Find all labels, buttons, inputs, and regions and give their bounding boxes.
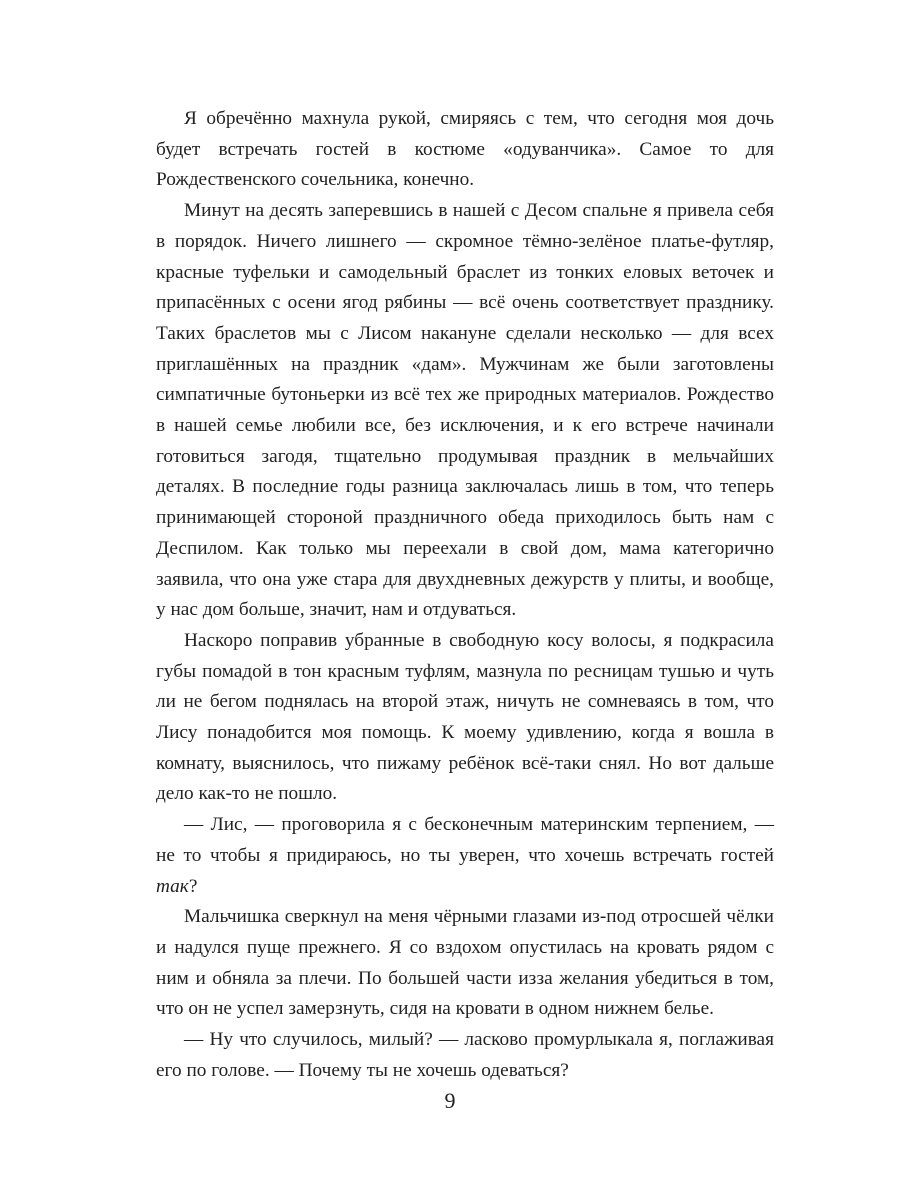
paragraph-4-start: — Лис, — проговорила я с бесконечным материнским терпением, — не то чтобы я придираюсь, но ты уверен, что хочешь встречать гостей: [156, 814, 774, 866]
body-text: [156, 104, 774, 1087]
paragraph-4-end: ?: [188, 875, 198, 897]
paragraph-3: Наскоро поправив убранные в свободную косу волосы, я подкрасила губы помадой в тон красным туфлям, мазнула по ресницам тушью и чуть ли не бегом поднялась на второй этаж, ничуть не сомневаясь в том, что Лису понадобится моя помощь. К моему удивлению, когда я вошла в комнату, выяснилось, что пижаму ребёнок всё-таки снял. Но вот дальше дело как-то не пошло.: [156, 629, 774, 805]
paragraph-5: Мальчишка сверкнул на меня чёрными глазами из-под отросшей чёлки и надулся пуще прежнего. Я со вздохом опустилась на кровать рядом с ним и обняла за плечи. По большей части изза желания убедиться в том, что он не успел замерзнуть, сидя на кровати в одном нижнем белье.: [156, 906, 774, 1020]
paragraph-4: [156, 810, 774, 902]
paragraph-2: Минут на десять заперевшись в нашей с Десом спальне я привела себя в порядок. Ничего лишнего — скромное тёмно-зелёное платье-футляр, красные туфельки и самодельный браслет из тонких еловых веточек и припасённых с осени ягод рябины — всё очень соответствует празднику. Таких браслетов мы с Лисом накануне сделали несколько — для всех приглашённых на праздник «дам». Мужчинам же были заготовлены симпатичные бутоньерки из всё тех же природных материалов. Рождество в нашей семье любили все, без исключения, и к его встрече начинали готовиться загодя, тщательно продумывая праздник в мельчайших деталях. В последние годы разница заключалась лишь в том, что теперь принимающей стороной праздничного обеда приходилось быть нам с Деспилом. Как только мы переехали в свой дом, мама категорично заявила, что она уже стара для двухдневных дежурств у плиты, и вообще, у нас дом больше, значит, нам и отдуваться.: [156, 200, 774, 621]
page-number: 9: [444, 1088, 456, 1113]
paragraph-4-emphasis: так: [156, 875, 189, 897]
paragraph-6: — Ну что случилось, милый? — ласково промурлыкала я, поглаживая его по голове. — Почему ты не хочешь одеваться?: [156, 1029, 774, 1081]
paragraph-1: Я обречённо махнула рукой, смиряясь с тем, что сегодня моя дочь будет встречать гостей в костюме «одуванчика». Самое то для Рождественского сочельника, конечно.: [156, 108, 774, 191]
